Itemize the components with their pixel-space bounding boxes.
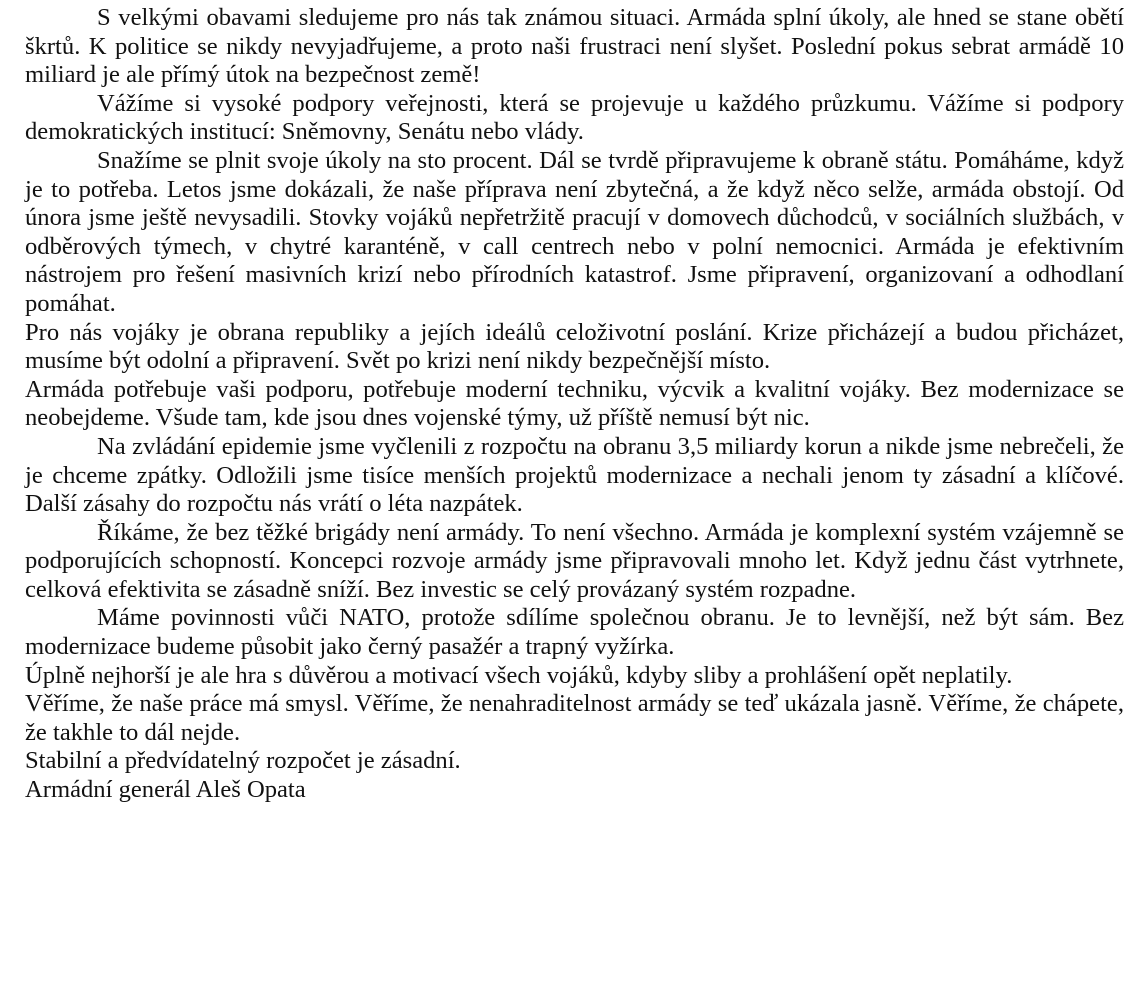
paragraph-trust-motivation: Úplně nejhorší je ale hra s důvěrou a motivací všech vojáků, kdyby sliby a prohlášení opět neplatily. — [25, 661, 1013, 689]
paragraph-modernization-need: Armáda potřebuje vaši podporu, potřebuje moderní techniku, výcvik a kvalitní vojáky. Bez modernizace se neobejdeme. Všude tam, kde jsou dnes vojenské týmy, už příště nemusí být nic. — [25, 375, 1124, 432]
paragraph-stable-budget: Stabilní a předvídatelný rozpočet je zásadní. — [25, 747, 461, 775]
paragraph-meaning: Věříme, že naše práce má smysl. Věříme, že nenahraditelnost armády se teď ukázala jasně. Věříme, že chápete, že takhle to dál nejde. — [25, 690, 1124, 746]
paragraph-nato: Máme povinnosti vůči NATO, protože sdílíme společnou obranu. Je to levnější, než být sám. Bez modernizace budeme působit jako černý pasažér a trapný vyžírka. — [25, 604, 1124, 661]
paragraph-situation: S velkými obavami sledujeme pro nás tak známou situaci. Armáda splní úkoly, ale hned se stane obětí škrtů. K politice se nikdy nevyjadřujeme, a proto naši frustraci není slyšet. Poslední pokus sebrat armádě 10 miliard je ale přímý útok na bezpečnost země! — [25, 4, 1124, 89]
paragraph-defense-mission: Pro nás vojáky je obrana republiky a jejích ideálů celoživotní poslání. Krize přicházejí a budou přicházet, musíme být odolní a připravení. Svět po krizi není nikdy bezpečnější místo. — [25, 318, 1124, 375]
paragraph-epidemic-budget: Na zvládání epidemie jsme vyčlenili z rozpočtu na obranu 3,5 miliardy korun a nikde jsme nebrečeli, že je chceme zpátky. Odložili jsme tisíce menších projektů modernizace a nechali jenom ty zásadní a klíčové. Další zásahy do rozpočtu nás vrátí o léta nazpátek. — [25, 432, 1124, 518]
signature: Armádní generál Aleš Opata — [25, 776, 306, 804]
paragraph-public-support: Vážíme si vysoké podpory veřejnosti, která se projevuje u každého průzkumu. Vážíme si podpory demokratických institucí: Sněmovny, Senátu nebo vlády. — [25, 89, 1124, 146]
paragraph-heavy-brigade: Říkáme, že bez těžké brigády není armády. To není všechno. Armáda je komplexní systém vzájemně se podporujících schopností. Koncepci rozvoje armády jsme připravovali mnoho let. Když jednu část vytrhnete, celková efektivita se zásadně sníží. Bez investic se celý provázaný systém rozpadne. — [25, 518, 1124, 603]
paragraph-tasks: Snažíme se plnit svoje úkoly na sto procent. Dál se tvrdě připravujeme k obraně státu. Pomáháme, když je to potřeba. Letos jsme dokázali, že naše příprava není zbytečná, a že když něco selže, armáda obstojí. Od února jsme ještě nevysadili. Stovky vojáků nepřetržitě pracují v domovech důchodců, v sociálních službách, v odběrových týmech, v chytré karanténě, v call centrech nebo v polní nemocnici. Armáda je efektivním nástrojem pro řešení masivních krizí nebo přírodních katastrof. Jsme připravení, organizovaní a odhodlaní pomáhat. — [25, 146, 1124, 317]
